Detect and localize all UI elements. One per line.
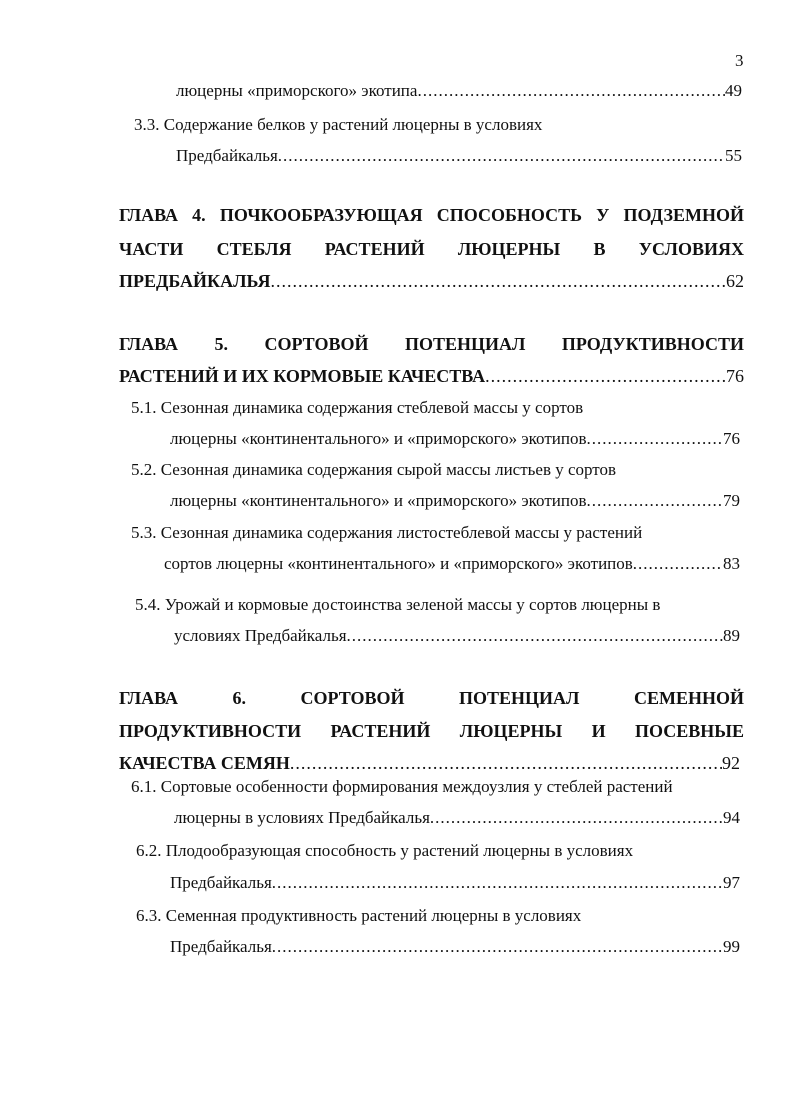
toc-entry-text: люцерны «континентального» и «приморского» экотипов [170,429,587,448]
toc-page-number: 76 [726,366,744,386]
dot-leader [430,807,723,829]
toc-entry-5-4-cont [174,625,740,647]
heading-word: ЧАСТИ [119,239,184,259]
toc-entry-text: люцерны «приморского» экотипа [176,81,418,100]
chapter-4-heading-line-1 [119,203,744,227]
toc-entry-6-1-title: 6.1. Сортовые особенности формирования междоузлия у стеблей растений [131,777,673,796]
heading-word: ГЛАВА [119,688,179,708]
heading-word: СПОСОБНОСТЬ [436,205,583,225]
heading-word: СТЕБЛЯ [216,239,292,259]
heading-word: ЛЮЦЕРНЫ [459,721,563,741]
toc-entry-text: Предбайкалья [170,937,272,956]
toc-entry-text: Предбайкалья [176,146,278,165]
heading-word: ПОДЗЕМНОЙ [623,205,744,225]
heading-word: РАСТЕНИЙ [324,239,425,259]
heading-word: РАСТЕНИЙ [330,721,431,741]
dot-leader [417,80,725,102]
chapter-4-heading-line-3 [119,269,744,293]
heading-word: 6. [232,688,247,708]
toc-page-number: 55 [725,146,742,165]
chapter-6-heading-line-2 [119,719,744,743]
chapter-5-heading-line-1 [119,332,744,356]
toc-entry-text: условиях Предбайкалья [174,626,347,645]
toc-page-number: 76 [723,429,740,448]
dot-leader [586,490,723,512]
heading-word: ПРОДУКТИВНОСТИ [561,334,744,354]
toc-page-number: 49 [725,81,742,100]
toc-page-number: 89 [723,626,740,645]
dot-leader [347,625,723,647]
dot-leader [270,269,726,293]
heading-word: У [596,205,610,225]
heading-word: ПОСЕВНЫЕ [635,721,744,741]
dot-leader [586,428,723,450]
heading-word: ПОТЕНЦИАЛ [404,334,526,354]
toc-entry-text: ПРЕДБАЙКАЛЬЯ [119,271,271,291]
heading-word: СОРТОВОЙ [264,334,369,354]
toc-entry-text: люцерны «континентального» и «приморского» экотипов [170,491,587,510]
chapter-6-heading-line-1 [119,686,744,710]
toc-entry-6-1-cont [174,807,740,829]
toc-entry-5-2-cont [170,490,740,512]
toc-entry-3-3-title: 3.3. Содержание белков у растений люцерны в условиях [134,115,543,134]
dot-leader [485,364,726,388]
toc-page-number: 92 [722,753,740,773]
chapter-4-heading-line-2 [119,237,744,261]
toc-entry-3-2-cont [176,80,742,102]
heading-word: ПОТЕНЦИАЛ [459,688,580,708]
heading-word: В [593,239,606,259]
toc-page-number: 94 [723,808,740,827]
toc-entry-5-3-title: 5.3. Сезонная динамика содержания листостеблевой массы у растений [131,523,643,542]
toc-entry-6-2-cont [170,872,740,894]
toc-page-number: 62 [726,271,744,291]
heading-word: ГЛАВА [119,205,179,225]
toc-page-number: 99 [723,937,740,956]
toc-entry-6-3-cont [170,936,740,958]
toc-entry-5-1-title: 5.1. Сезонная динамика содержания стеблевой массы у сортов [131,398,584,417]
dot-leader [272,872,723,894]
toc-entry-6-3-title: 6.3. Семенная продуктивность растений люцерны в условиях [136,906,582,925]
chapter-5-heading-line-2 [119,364,744,388]
toc-entry-5-2-title: 5.2. Сезонная динамика содержания сырой массы листьев у сортов [131,460,617,479]
heading-word: ПРОДУКТИВНОСТИ [119,721,302,741]
dot-leader [278,145,725,167]
toc-entry-6-2-title: 6.2. Плодообразующая способность у растений люцерны в условиях [136,841,634,860]
heading-word: ЛЮЦЕРНЫ [457,239,561,259]
heading-word: ПОЧКООБРАЗУЮЩАЯ [219,205,423,225]
heading-word: УСЛОВИЯХ [638,239,744,259]
toc-entry-text: Предбайкалья [170,873,272,892]
heading-word: СОРТОВОЙ [300,688,405,708]
toc-page-number: 97 [723,873,740,892]
toc-entry-text: РАСТЕНИЙ И ИХ КОРМОВЫЕ КАЧЕСТВА [119,366,486,386]
toc-page-number: 79 [723,491,740,510]
heading-word: 4. [192,205,206,225]
toc-entry-5-4-title: 5.4. Урожай и кормовые достоинства зеленой массы у сортов люцерны в [135,595,661,614]
chapter-6-heading-line-3 [119,751,740,775]
dot-leader [272,936,723,958]
heading-word: СЕМЕННОЙ [633,688,744,708]
page-number: 3 [735,51,744,70]
toc-entry-text: люцерны в условиях Предбайкалья [174,808,430,827]
dot-leader [633,553,723,575]
heading-word: 5. [214,334,228,354]
toc-entry-3-3-cont [176,145,742,167]
toc-page-number: 83 [723,554,740,573]
heading-word: ГЛАВА [119,334,179,354]
toc-entry-5-3-cont [164,553,740,575]
toc-entry-text: КАЧЕСТВА СЕМЯН [119,753,290,773]
heading-word: И [591,721,606,741]
toc-entry-text: сортов люцерны «континентального» и «приморского» экотипов [164,554,633,573]
toc-entry-5-1-cont [170,428,740,450]
dot-leader [290,751,722,775]
